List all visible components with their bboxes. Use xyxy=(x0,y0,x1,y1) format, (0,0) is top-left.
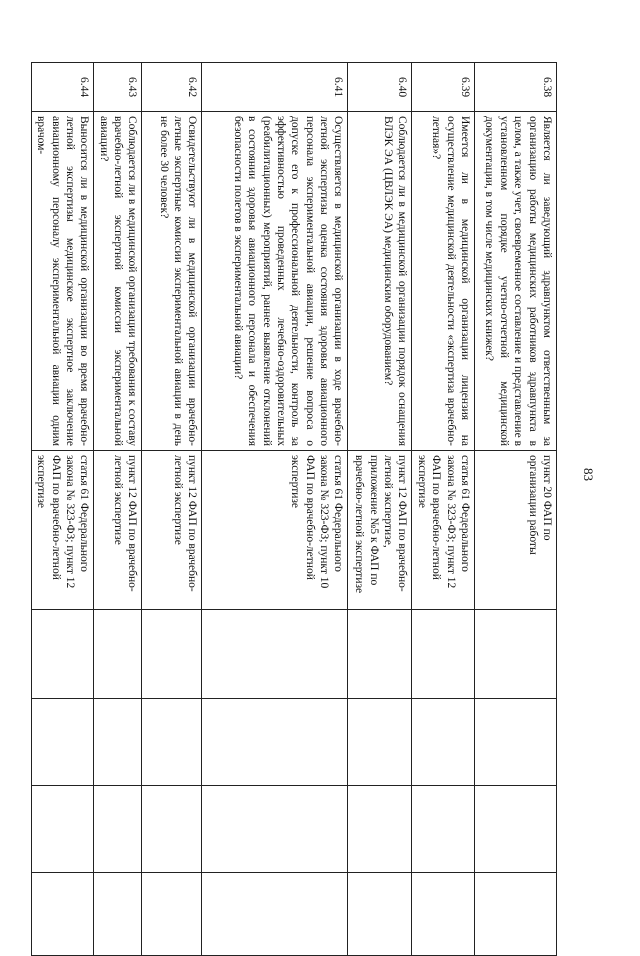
table-row xyxy=(31,63,94,956)
answer-cell[interactable] xyxy=(142,699,202,786)
row-question: Является ли заведующий здравпунктом ответственным за организацию работы медицинских работников здравпункта в целом, а также учет, своевременное составление и представление в установленном порядке учетно-отчетной медицинской документации, в том числе медицинских книжек? xyxy=(475,112,557,451)
answer-cell[interactable] xyxy=(31,873,94,956)
row-number: 6.44 xyxy=(31,63,94,112)
answer-cell[interactable] xyxy=(348,873,412,956)
answer-cell[interactable] xyxy=(202,699,348,786)
row-question: Имеется ли в медицинской организации лицензия на осуществление медицинской деятельности «экспертиза врачебно-летная»? xyxy=(412,112,475,451)
row-number: 6.41 xyxy=(202,63,348,112)
row-question: Соблюдается ли в медицинской организации порядок оснащения ВЛЭК ЭА (ЦВЛЭК ЭА) медицинским оборудованием? xyxy=(348,112,412,451)
table-row xyxy=(412,63,475,956)
answer-cell[interactable] xyxy=(94,699,142,786)
answer-cell[interactable] xyxy=(31,610,94,699)
answer-cell[interactable] xyxy=(142,610,202,699)
answer-cell[interactable] xyxy=(412,786,475,873)
answer-cell[interactable] xyxy=(475,873,557,956)
answer-cell[interactable] xyxy=(475,610,557,699)
table-row xyxy=(202,63,348,956)
answer-cell[interactable] xyxy=(94,610,142,699)
answer-cell[interactable] xyxy=(31,786,94,873)
row-reference: пункт 12 ФАП по врачебно-летной экспертизе xyxy=(142,451,202,610)
answer-cell[interactable] xyxy=(412,873,475,956)
row-question: Освидетельствуют ли в медицинской организации врачебно-летные экспертные комиссии экспериментальной авиации в день не более 30 человек? xyxy=(142,112,202,451)
row-number: 6.43 xyxy=(94,63,142,112)
answer-cell[interactable] xyxy=(142,786,202,873)
answer-cell[interactable] xyxy=(475,786,557,873)
answer-cell[interactable] xyxy=(202,786,348,873)
row-reference: пункт 20 ФАП по организации работы xyxy=(475,451,557,610)
table-row xyxy=(348,63,412,956)
answer-cell[interactable] xyxy=(202,610,348,699)
answer-cell[interactable] xyxy=(202,873,348,956)
answer-cell[interactable] xyxy=(348,699,412,786)
answer-cell[interactable] xyxy=(412,610,475,699)
row-question: Выносится ли в медицинской организации во время врачебно-летной экспертизы медицинское экспертное заключение авиационному персоналу экспериментальной авиации одним врачом- xyxy=(31,112,94,451)
row-question: Осуществляется в медицинской организации в ходе врачебно-летной экспертизы оценка состояния здоровья авиационного персонала экспериментальной авиации, решение вопроса о допуске его к профессиональной деятельности, контроль за эффективностью проведенных лечебно-оздоровительных (реабилитационных) мероприятий, раннее выявление отклонений в состоянии здоровья авиационного персонала и обеспечения безопасности полетов в экспериментальной авиации? xyxy=(202,112,348,451)
answer-cell[interactable] xyxy=(348,610,412,699)
answer-cell[interactable] xyxy=(31,699,94,786)
answer-cell[interactable] xyxy=(348,786,412,873)
answer-cell[interactable] xyxy=(475,699,557,786)
row-reference: статья 61 Федерального закона № 323-ФЗ; пункт 12 ФАП по врачебно-летной экспертизе xyxy=(31,451,94,610)
row-reference: пункт 12 ФАП по врачебно-летной экспертизе, приложение №5 к ФАП по врачебно-летной экспертизе xyxy=(348,451,412,610)
checklist-table xyxy=(31,62,557,956)
row-number: 6.38 xyxy=(475,63,557,112)
answer-cell[interactable] xyxy=(142,873,202,956)
answer-cell[interactable] xyxy=(94,786,142,873)
table-row xyxy=(142,63,202,956)
table-row xyxy=(94,63,142,956)
table-row xyxy=(475,63,557,956)
page-number: 83 xyxy=(581,468,596,481)
row-reference: статья 61 Федерального закона № 323-ФЗ; пункт 12 ФАП по врачебно-летной экспертизе xyxy=(412,451,475,610)
row-number: 6.42 xyxy=(142,63,202,112)
rotated-table-container xyxy=(35,62,557,892)
row-reference: пункт 12 ФАП по врачебно-летной экспертизе xyxy=(94,451,142,610)
row-number: 6.39 xyxy=(412,63,475,112)
row-question: Соблюдается ли в медицинской организации требования к составу врачебно-летной экспертной комиссии экспериментальной авиации? xyxy=(94,112,142,451)
row-reference: статья 61 Федерального закона № 323-ФЗ; пункт 10 ФАП по врачебно-летной экспертизе xyxy=(202,451,348,610)
answer-cell[interactable] xyxy=(412,699,475,786)
row-number: 6.40 xyxy=(348,63,412,112)
answer-cell[interactable] xyxy=(94,873,142,956)
